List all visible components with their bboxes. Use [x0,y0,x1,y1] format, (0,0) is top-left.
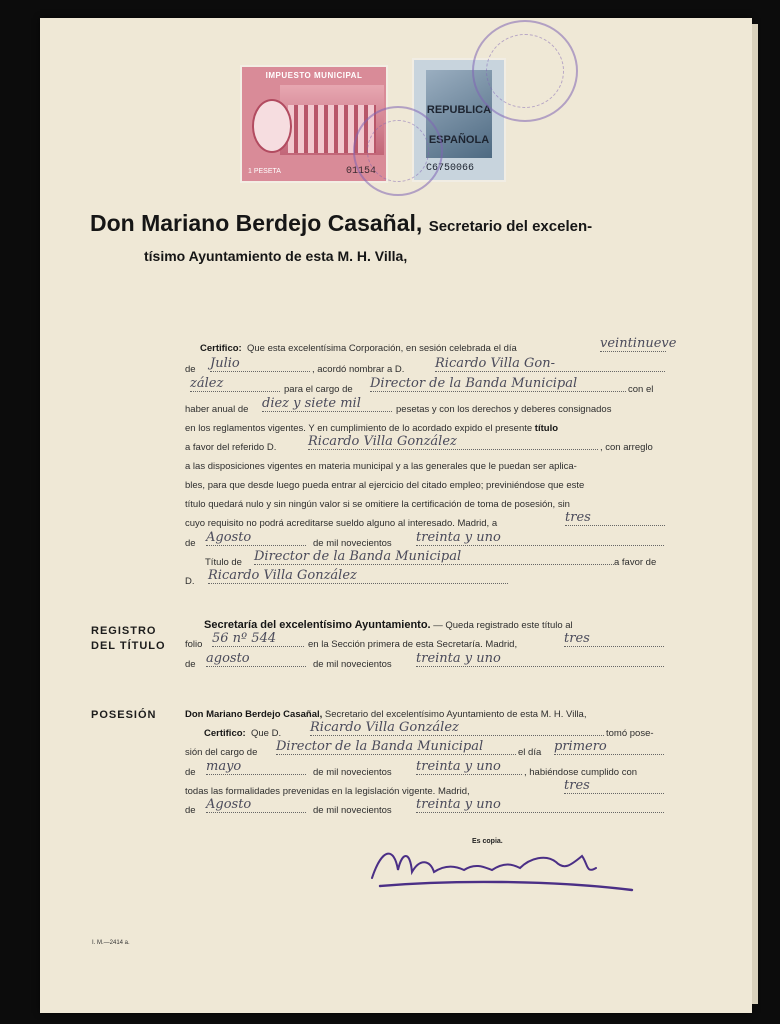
posesion-text: de mil novecientos [313,805,392,816]
posesion-line-5: todas las formalidades prevenidas en la legislación vigente. Madrid, [185,786,470,797]
document-page [40,18,752,1013]
signature-stroke [372,854,596,878]
cert-text: haber anual de [185,404,249,415]
registro-side-label: REGISTRO DEL TÍTULO [91,625,166,652]
handwritten-salary: diez y siete mil [262,396,392,412]
cert-text: de mil novecientos [313,538,392,549]
handwritten-month: Julio [210,356,310,372]
ink-seal-1 [353,106,443,196]
cert-text: para el cargo de [284,384,353,395]
cert-line-1: Certifico: Que esta excelentísima Corporación, en sesión celebrada el día [200,343,517,354]
handwritten-pos-date-month: Agosto [206,797,306,813]
handwritten-title-name: Ricardo Villa González [208,568,508,584]
cert-text: con el [628,384,654,395]
stamp-serial: C6750066 [426,163,475,174]
stamp-value: 1 PESETA [248,168,281,175]
posesion-text: el día [518,747,542,758]
handwritten-pos-date-year: treinta y uno [416,797,664,813]
cert-text: pesetas y con los derechos y deberes consignados [396,404,612,415]
cert-line-8: bles, para que desde luego pueda entrar al ejercicio del citado empleo; previniéndose que este [185,480,585,491]
handwritten-name-full: Ricardo Villa González [308,434,598,450]
handwritten-reg-year: treinta y uno [416,651,664,667]
secretary-name: Don Mariano Berdejo Casañal, [90,210,423,236]
handwritten-reg-month: agosto [206,651,306,667]
handwritten-pos-post: Director de la Banda Municipal [276,739,516,755]
portrait-medallion [252,99,292,153]
cert-line-7: a las disposiciones vigentes en materia municipal y a las generales que le puedan ser aplica- [185,461,577,472]
handwritten-title-post: Director de la Banda Municipal [254,549,614,565]
stamp-number: 01154 [345,166,376,177]
print-code: I. M.—2414 a. [92,940,130,946]
cert-text: a favor de [614,557,657,568]
cert-text: , con arreglo [600,442,653,453]
posesion-text: , habiéndose cumplido con [524,767,638,778]
cert-text: de [185,538,196,549]
cert-text: Título de [205,557,242,568]
handwritten-date-year: treinta y uno [416,530,664,546]
stamp-text-republica: REPUBLICA [426,104,492,116]
secretary-role: Secretario del excelen- [428,218,593,235]
handwritten-post: Director de la Banda Municipal [370,376,626,392]
cert-line-10: cuyo requisito no podrá acreditarse sueldo alguno al interesado. Madrid, a [185,518,498,529]
handwritten-date-month: Agosto [206,530,306,546]
signature-image [360,840,640,900]
page-title [90,210,592,237]
handwritten-name-part2: zález [190,376,280,392]
stamp-text-espanola: ESPAÑOLA [428,134,490,146]
copy-note: Es copia. [472,838,503,845]
cert-line-9: título quedará nulo y sin ningún valor si se omitiere la certificación de toma de posesión, sin [185,499,570,510]
handwritten-pos-name: Ricardo Villa González [310,720,604,736]
registro-text: en la Sección primera de esta Secretaría. Madrid, [308,639,518,650]
handwritten-pos-day: primero [554,739,664,755]
posesion-side-label: POSESIÓN [91,709,157,721]
cert-text: , acordó nombrar a D. [312,364,405,375]
signature-underline [380,882,632,890]
posesion-text: sión del cargo de [185,747,258,758]
posesion-text: de [185,805,196,816]
page-subtitle: tísimo Ayuntamiento de esta M. H. Villa, [144,248,408,264]
cert-text: a favor del referido D. [185,442,277,453]
cert-text: de [185,364,196,375]
handwritten-pos-month: mayo [206,759,306,775]
posesion-text: de mil novecientos [313,767,392,778]
registro-line-1: Secretaría del excelentísimo Ayuntamiento. — Queda registrado este título al [204,619,573,631]
handwritten-name-part1: Ricardo Villa Gon- [435,356,665,372]
ink-seal-2 [472,20,578,122]
handwritten-day: veintinueve [600,336,677,351]
registro-text: folio [185,639,203,650]
handwritten-date-day: tres [565,510,665,526]
posesion-line-2: Certifico: Que D. [204,728,282,739]
posesion-text: tomó pose- [606,728,654,739]
handwritten-reg-day: tres [564,631,664,647]
registro-text: de [185,659,196,670]
stamp-header: IMPUESTO MUNICIPAL [265,71,363,80]
cert-text: D. [185,576,195,587]
handwritten-pos-year: treinta y uno [416,759,522,775]
handwritten-folio: 56 nº 544 [212,631,304,647]
posesion-line-1: Don Mariano Berdejo Casañal, Secretario del excelentísimo Ayuntamiento de esta M. H. Villa, [185,709,587,720]
cert-line-5: en los reglamentos vigentes. Y en cumplimiento de lo acordado expido el presente título [185,423,559,434]
handwritten-pos-date-day: tres [564,778,664,794]
registro-text: de mil novecientos [313,659,392,670]
posesion-text: de [185,767,196,778]
